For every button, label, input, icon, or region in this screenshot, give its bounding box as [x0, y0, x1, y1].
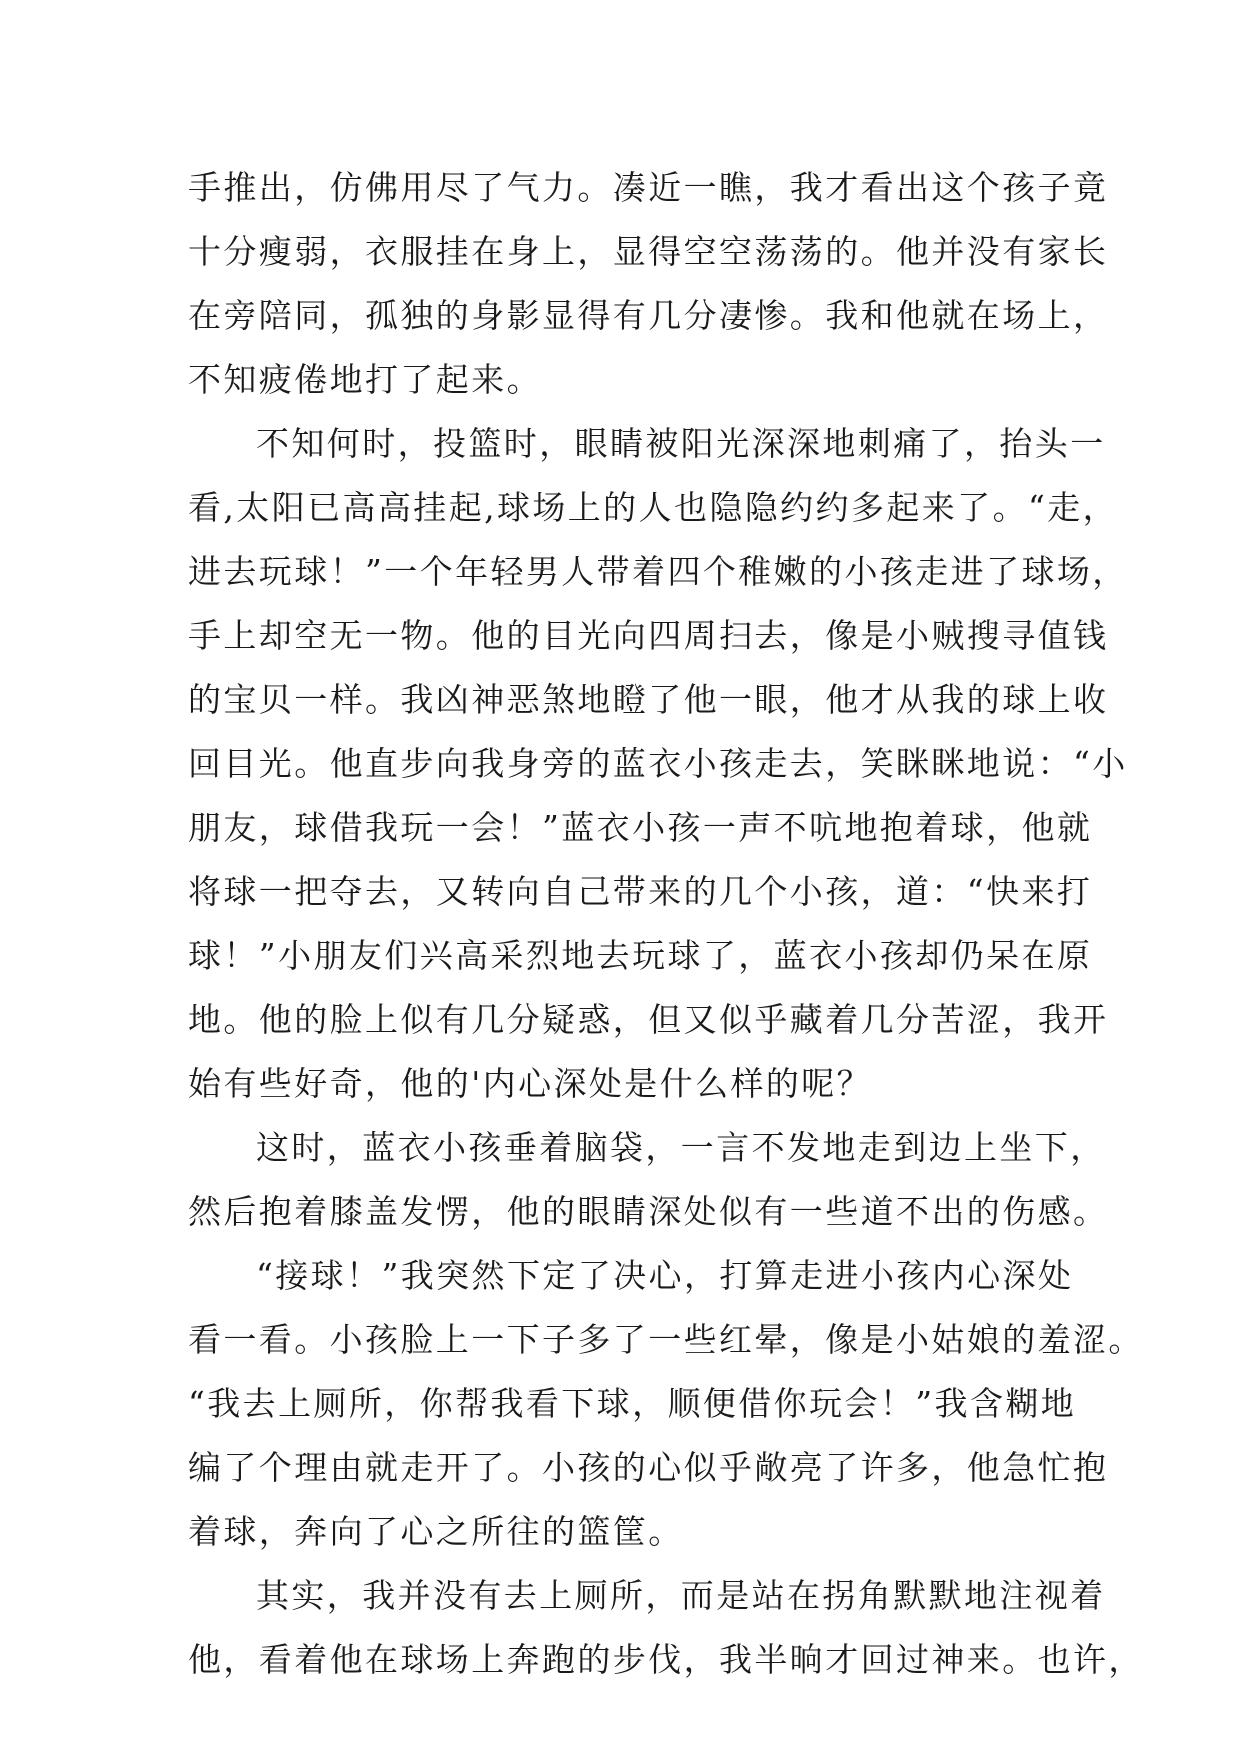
text-line: “我去上厕所，你帮我看下球，顺便借你玩会！”我含糊地	[188, 1384, 1077, 1423]
text-line: 手推出，仿佛用尽了气力。凑近一瞧，我才看出这个孩子竟	[188, 168, 1109, 207]
paragraph-first-line: 不知何时，投篮时，眼睛被阳光深深地刺痛了，抬头一	[256, 424, 1106, 463]
text-line: 球！”小朋友们兴高采烈地去玩球了，蓝衣小孩却仍呆在原	[188, 936, 1093, 975]
text-line: 朋友，球借我玩一会！”蓝衣小孩一声不吭地抱着球，他就	[188, 808, 1093, 847]
text-line: 编了个理由就走开了。小孩的心似乎敞亮了许多，他急忙抱	[188, 1448, 1109, 1487]
text-line: 十分瘦弱，衣服挂在身上，显得空空荡荡的。他并没有家长	[188, 232, 1109, 271]
text-line: 的宝贝一样。我凶神恶煞地瞪了他一眼，他才从我的球上收	[188, 680, 1109, 719]
paragraph-first-line: “接球！”我突然下定了决心，打算走进小孩内心深处	[256, 1256, 1074, 1295]
text-line: 将球一把夺去，又转向自己带来的几个小孩，道：“快来打	[188, 872, 1093, 911]
text-line: 他，看着他在球场上奔跑的步伐，我半晌才回过神来。也许，	[188, 1640, 1144, 1679]
text-line: 进去玩球！”一个年轻男人带着四个稚嫩的小孩走进了球场，	[188, 552, 1128, 591]
paragraph-first-line: 这时，蓝衣小孩垂着脑袋，一言不发地走到边上坐下，	[256, 1128, 1106, 1167]
text-line: 始有些好奇，他的'内心深处是什么样的呢？	[188, 1064, 873, 1103]
text-line: 回目光。他直步向我身旁的蓝衣小孩走去，笑眯眯地说：“小	[188, 744, 1128, 783]
text-line: 不知疲倦地打了起来。	[188, 360, 542, 399]
text-line: 在旁陪同，孤独的身影显得有几分凄惨。我和他就在场上，	[188, 296, 1109, 335]
text-line: 手上却空无一物。他的目光向四周扫去，像是小贼搜寻值钱	[188, 616, 1109, 655]
text-line: 然后抱着膝盖发愣，他的眼睛深处似有一些道不出的伤感。	[188, 1192, 1109, 1231]
text-line: 看一看。小孩脸上一下子多了一些红晕，像是小姑娘的羞涩。	[188, 1320, 1144, 1359]
article-body	[188, 156, 1144, 1692]
text-line: 地。他的脸上似有几分疑惑，但又似乎藏着几分苦涩，我开	[188, 1000, 1109, 1039]
paragraph-first-line: 其实，我并没有去上厕所，而是站在拐角默默地注视着	[256, 1576, 1106, 1615]
text-line: 看,太阳已高高挂起,球场上的人也隐隐约约多起来了。“走，	[188, 488, 1119, 527]
text-line: 着球，奔向了心之所往的篮筐。	[188, 1512, 684, 1551]
